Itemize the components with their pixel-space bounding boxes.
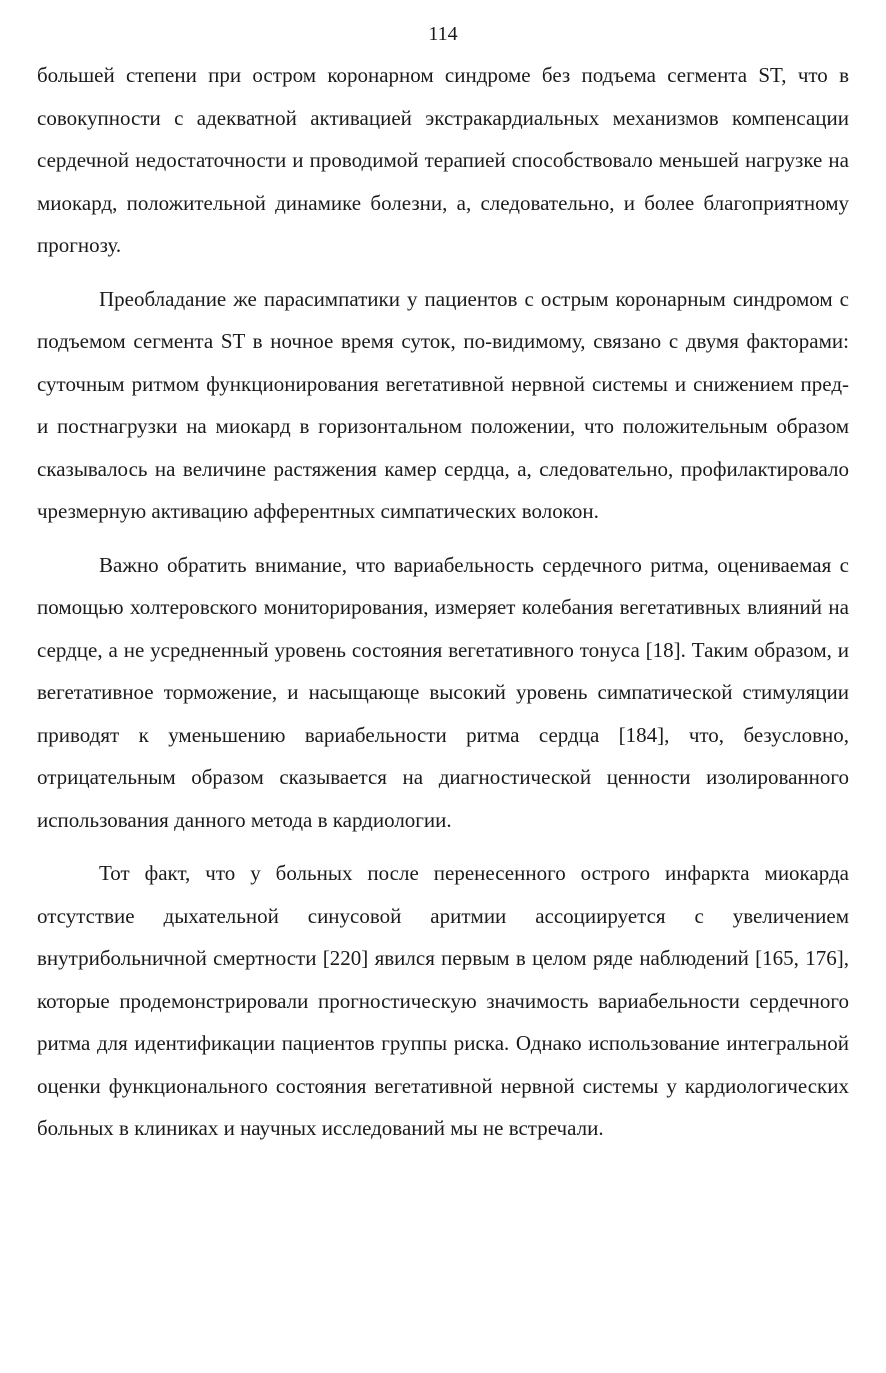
paragraph-sinus-arrhythmia: Тот факт, что у больных после перенесенного острого инфаркта миокарда отсутствие дыхательной синусовой аритмии ассоциируется с увеличением внутрибольничной смертности [220] явился первым в целом ряде наблюдений [165, 176], которые продемонстрировали прогностическую значимость вариабельности сердечного ритма для идентификации пациентов группы риска. Однако использование интегральной оценки функционального состояния вегетативной нервной системы у кардиологических больных в клиниках и научных исследований мы не встречали. (37, 861, 849, 1140)
paragraph-continuation: большей степени при остром коронарном синдроме без подъема сегмента ST, что в совокупности с адекватной активацией экстракардиальных механизмов компенсации сердечной недостаточности и проводимой терапией способствовало меньшей нагрузке на миокард, положительной динамике болезни, а, следовательно, и более благоприятному прогнозу. (37, 63, 849, 257)
document-body (37, 54, 849, 1161)
page-number: 114 (428, 23, 458, 45)
paragraph-hrv-variability: Важно обратить внимание, что вариабельность сердечного ритма, оцениваемая с помощью холтеровского мониторирования, измеряет колебания вегетативных влияний на сердце, а не усредненный уровень состояния вегетативного тонуса [18]. Таким образом, и вегетативное торможение, и насыщающе высокий уровень симпатической стимуляции приводят к уменьшению вариабельности ритма сердца [184], что, безусловно, отрицательным образом сказывается на диагностической ценности изолированного использования данного метода в кардиологии. (37, 552, 849, 832)
paragraph-parasympathetic: Преобладание же парасимпатики у пациентов с острым коронарным синдромом с подъемом сегмента ST в ночное время суток, по-видимому, связано с двумя факторами: суточным ритмом функционирования вегетативной нервной системы и снижением пред- и постнагрузки на миокард в горизонтальном положении, что положительным образом сказывалось на величине растяжения камер сердца, а, следовательно, профилактировало чрезмерную активацию афферентных симпатических волокон. (37, 286, 849, 523)
